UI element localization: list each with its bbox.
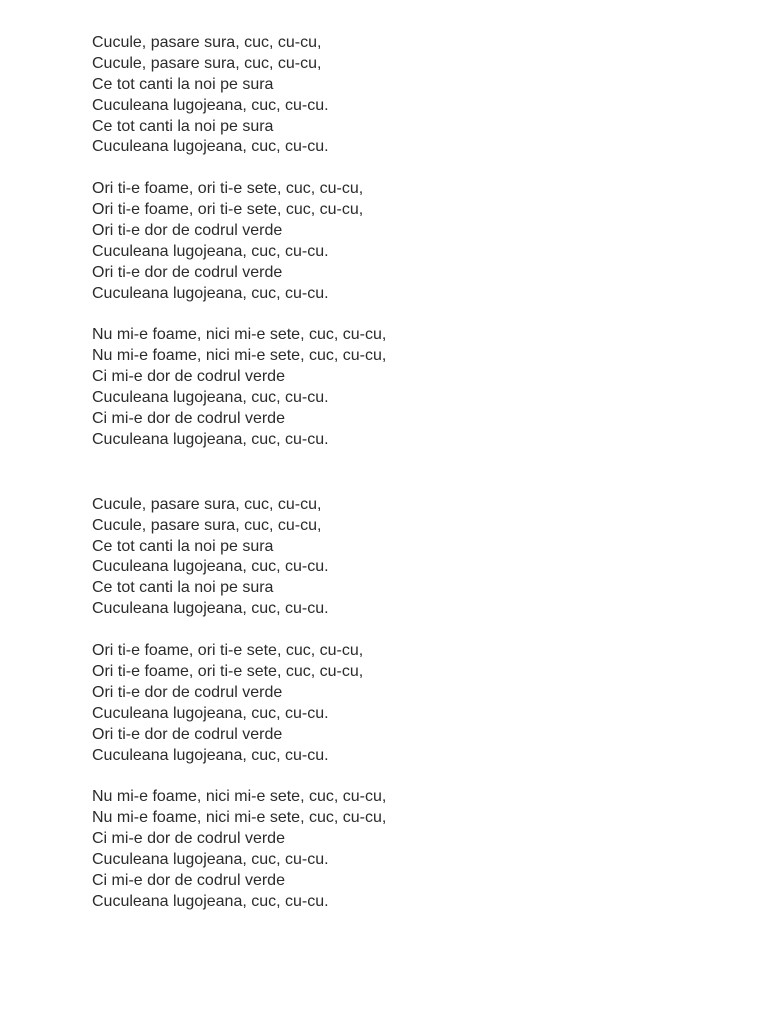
- stanza: [92, 179, 386, 304]
- stanza: [92, 325, 386, 450]
- lyric-line: Cuculeana lugojeana, cuc, cu-cu.: [92, 600, 329, 618]
- lyric-line: Cuculeana lugojeana, cuc, cu-cu.: [92, 96, 329, 114]
- lyric-line: Ori ti-e dor de codrul verde: [92, 263, 283, 281]
- lyric-line: Ci mi-e dor de codrul verde: [92, 368, 285, 386]
- lyric-line: Cuculeana lugojeana, cuc, cu-cu.: [92, 284, 329, 302]
- stanza: [92, 787, 386, 912]
- stanza-gap: [92, 620, 386, 641]
- lyric-line: Ce tot canti la noi pe sura: [92, 75, 274, 93]
- lyric-line: Nu mi-e foame, nici mi-e sete, cuc, cu-cu,: [92, 326, 387, 344]
- lyric-line: Ce tot canti la noi pe sura: [92, 117, 274, 135]
- lyric-line: Nu mi-e foame, nici mi-e sete, cuc, cu-cu,: [92, 788, 387, 806]
- lyric-line: Cuculeana lugojeana, cuc, cu-cu.: [92, 892, 329, 910]
- lyric-line: Ce tot canti la noi pe sura: [92, 537, 274, 555]
- lyric-line: Cucule, pasare sura, cuc, cu-cu,: [92, 495, 322, 513]
- lyric-line: Cucule, pasare sura, cuc, cu-cu,: [92, 54, 322, 72]
- lyric-line: Nu mi-e foame, nici mi-e sete, cuc, cu-cu,: [92, 347, 387, 365]
- lyric-line: Cucule, pasare sura, cuc, cu-cu,: [92, 34, 322, 51]
- lyric-line: Ori ti-e foame, ori ti-e sete, cuc, cu-cu,: [92, 180, 364, 198]
- stanza-gap: [92, 766, 386, 787]
- lyric-line: Cuculeana lugojeana, cuc, cu-cu.: [92, 430, 329, 448]
- lyric-line: Ce tot canti la noi pe sura: [92, 579, 274, 597]
- lyric-line: Ci mi-e dor de codrul verde: [92, 410, 285, 428]
- lyric-line: Ori ti-e foame, ori ti-e sete, cuc, cu-cu,: [92, 642, 364, 660]
- lyric-line: Ci mi-e dor de codrul verde: [92, 871, 285, 889]
- stanza-gap: [92, 158, 386, 179]
- stanza: [92, 33, 386, 158]
- stanza-gap: [92, 305, 386, 326]
- lyric-line: Ci mi-e dor de codrul verde: [92, 830, 285, 848]
- lyric-line: Cuculeana lugojeana, cuc, cu-cu.: [92, 242, 329, 260]
- lyric-line: Cucule, pasare sura, cuc, cu-cu,: [92, 516, 322, 534]
- stanza: [92, 495, 386, 620]
- lyrics-text: [92, 33, 386, 913]
- lyric-line: Cuculeana lugojeana, cuc, cu-cu.: [92, 138, 329, 156]
- lyric-line: Cuculeana lugojeana, cuc, cu-cu.: [92, 746, 329, 764]
- lyric-line: Cuculeana lugojeana, cuc, cu-cu.: [92, 389, 329, 407]
- lyric-line: Ori ti-e dor de codrul verde: [92, 725, 283, 743]
- lyric-line: Cuculeana lugojeana, cuc, cu-cu.: [92, 850, 329, 868]
- lyric-line: Cuculeana lugojeana, cuc, cu-cu.: [92, 558, 329, 576]
- lyric-line: Ori ti-e foame, ori ti-e sete, cuc, cu-cu,: [92, 201, 364, 219]
- lyric-line: Ori ti-e foame, ori ti-e sete, cuc, cu-cu,: [92, 662, 364, 680]
- lyric-line: Nu mi-e foame, nici mi-e sete, cuc, cu-cu,: [92, 809, 387, 827]
- lyric-line: Ori ti-e dor de codrul verde: [92, 222, 283, 240]
- lyric-line: Ori ti-e dor de codrul verde: [92, 683, 283, 701]
- lyric-line: Cuculeana lugojeana, cuc, cu-cu.: [92, 704, 329, 722]
- stanza: [92, 641, 386, 766]
- section-gap: [92, 451, 386, 495]
